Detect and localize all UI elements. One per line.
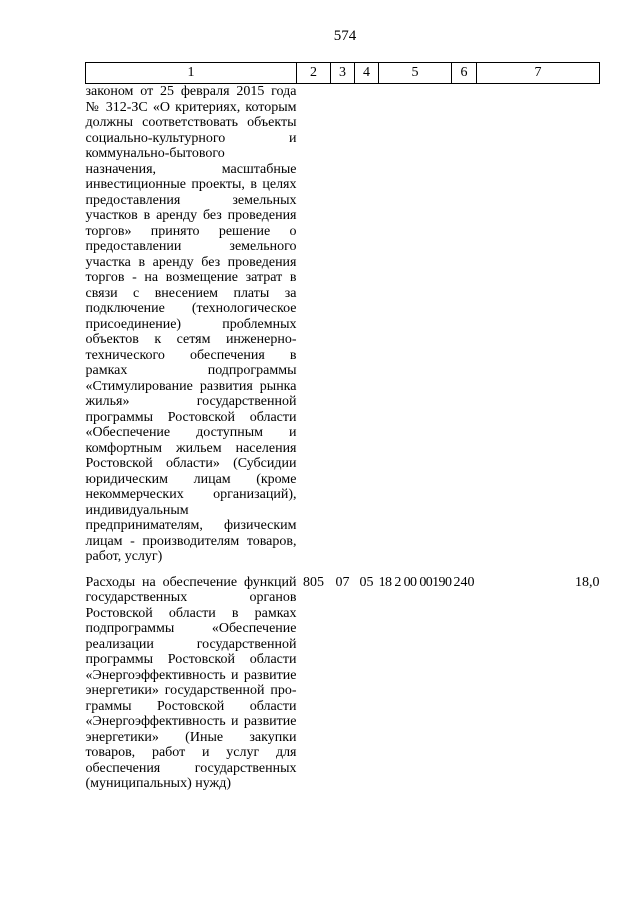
header-col-7: 7 bbox=[477, 63, 600, 84]
row-section-code bbox=[331, 84, 355, 565]
row-amount: 18,0 bbox=[575, 574, 600, 590]
row-expense-type-code: 240 bbox=[453, 574, 475, 590]
header-col-6: 6 bbox=[452, 63, 477, 84]
row-description: законом от 25 февраля 2015 года № 312-ЗС «О критериях, которым должны соответствовать объекты социально-культурного и коммунально-бытового назначения, масштабные инвестиционные проекты, в целях предоставления земельных участков в аренду без проведения торгов» принято решение о предоставлении земельного участка в аренду без проведения торгов - на возмещение затрат в связи с внесением платы за подключение (технологическое присоединение) проблемных объектов к сетям инженерно-технического обеспечения в рамках подпрограммы «Стимулирование развития рынка жилья» государственной программы Ростовской области «Обеспечение доступным и комфортным жильем населения Ростовской области» (Субсидии юридическим лицам (кроме некоммерческих организаций), индивидуальным предпринимателям, физическим лицам - производителям товаров, работ, услуг) bbox=[85, 84, 297, 564]
header-col-5: 5 bbox=[379, 63, 452, 84]
table-row bbox=[86, 84, 600, 565]
row-amount bbox=[477, 84, 600, 565]
row-target-code: 18 2 00 00190 bbox=[378, 574, 452, 590]
header-col-3: 3 bbox=[331, 63, 355, 84]
budget-table bbox=[85, 62, 600, 792]
row-ministry-code: 805 bbox=[303, 574, 324, 590]
row-section-code: 07 bbox=[335, 574, 350, 590]
row-ministry-code bbox=[297, 84, 331, 565]
row-expense-type-code bbox=[452, 84, 477, 565]
header-col-1: 1 bbox=[86, 63, 297, 84]
table-row bbox=[86, 565, 600, 792]
row-subsection-code: 05 bbox=[359, 574, 374, 590]
row-target-code bbox=[379, 84, 452, 565]
row-description: Расходы на обеспечение функций государственных органов Ростовской области в рамках подпрограммы «Обеспечение реализации государственной программы Ростовской области «Энергоэффективность и развитие энергетики» государственной программы Ростовской области «Энергоэффективность и развитие энергетики» (Иные закупки товаров, работ и услуг для обеспечения государственных (муниципальных) нужд) bbox=[85, 574, 297, 791]
header-col-2: 2 bbox=[297, 63, 331, 84]
row-subsection-code bbox=[355, 84, 379, 565]
header-col-4: 4 bbox=[355, 63, 379, 84]
page-number: 574 bbox=[333, 28, 357, 44]
table-header-row bbox=[86, 63, 600, 84]
